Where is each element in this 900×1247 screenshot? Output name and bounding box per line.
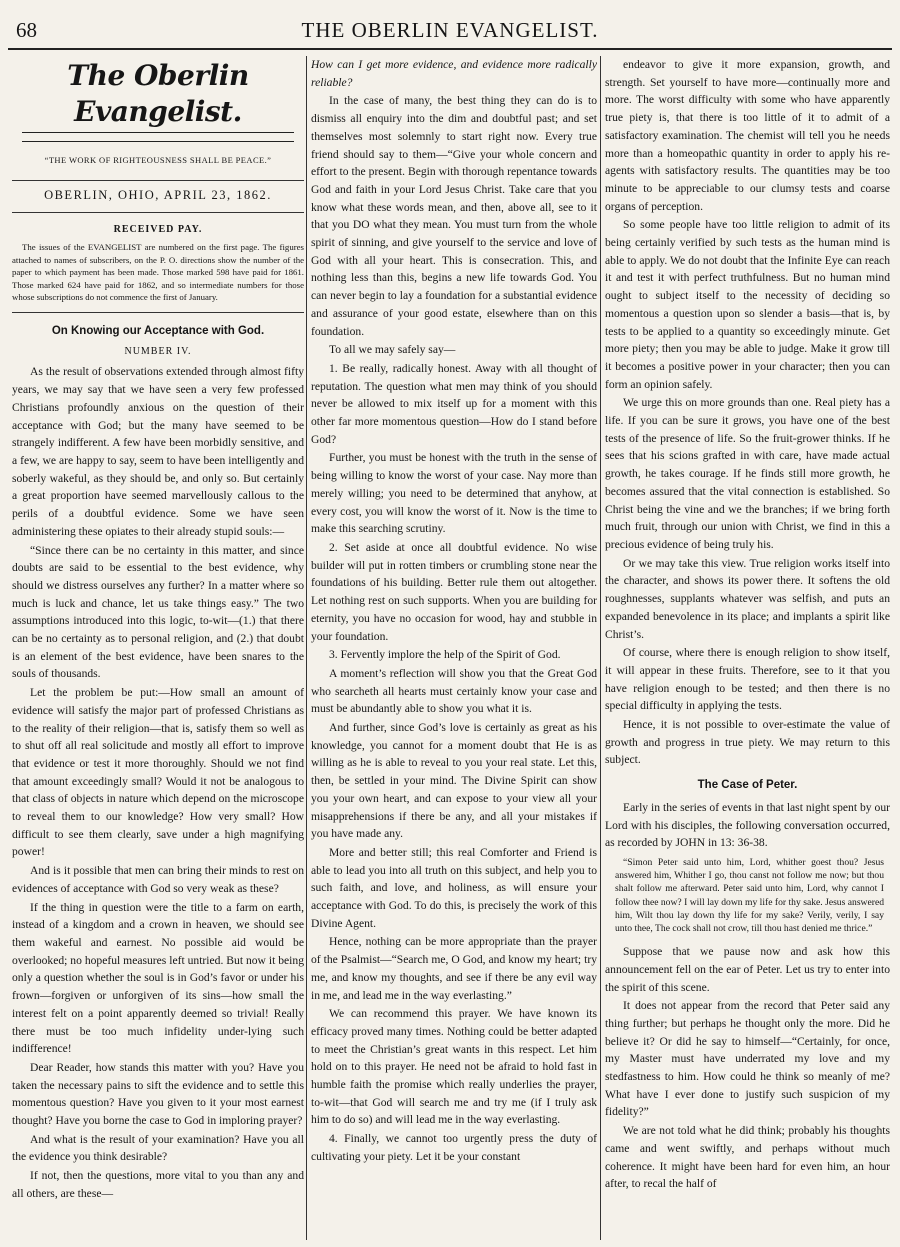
running-title: THE OBERLIN EVANGELIST. bbox=[301, 18, 599, 42]
page-number: 68 bbox=[16, 18, 37, 42]
masthead-title: The Oberlin Evangelist. bbox=[67, 59, 249, 128]
paragraph: 1. Be really, radically honest. Away with all thought of reputation. The question what men may think of you should never be allowed to mix itself up for a moment with this other far more momentous question—How do I stand before God? bbox=[311, 361, 597, 446]
paragraph: If the thing in question were the title to a farm on earth, instead of a kingdom and a crown in heaven, we should see them wakeful and earnest. No possible aid would be overlooked; no hopeful measures left untried. But now it being only a question whether the soul is in God’s favor or under his frown—forgiven or unforgiven of its sins—how small the interest felt on a point apparently deemed so trivial! Really there must be too much infidelity under-lying such indifference! bbox=[12, 900, 304, 1056]
masthead-motto: “THE WORK OF RIGHTEOUSNESS SHALL BE PEACE.” bbox=[44, 155, 272, 165]
paragraph: And further, since God’s love is certainly as great as his knowledge, you cannot for a moment doubt that He is as willing as he is able to reveal to you your real state. Let this, then, be settled in your mind. The Divine Spirit can show you your own heart, and can expose to your view all your misapprehensions if there be any, and all your mistakes if you have made any. bbox=[311, 721, 597, 841]
paragraph: To all we may safely say— bbox=[329, 343, 456, 357]
article-body bbox=[311, 92, 597, 1165]
paragraph: “Since there can be no certainty in this matter, and since doubts are said to be essential to the best evidence, why should we distress ourselves any further? In a matter where so much is luck and chance, let us take things easy.” The two assumptions introduced into this logic, to-wit—(1.) that there can be no certainty as to personal religion, and (2.) that doubt is an element of the best evidence, have been snares to the souls of thousands. bbox=[12, 543, 304, 681]
article-body bbox=[605, 56, 890, 769]
article-subtitle: NUMBER IV. bbox=[124, 345, 192, 357]
paragraph: 2. Set aside at once all doubtful evidence. No wise builder will put in rotten timbers or crumbling stone near the foundations of his building. Better rule them out altogether. Let nothing rest on such supports. When you are building for eternity, you have no occasion for wood, hay and stubble in your foundation. bbox=[311, 540, 597, 643]
column-3 bbox=[605, 56, 890, 1240]
article-title: On Knowing our Acceptance with God. bbox=[51, 325, 265, 338]
column-rule bbox=[306, 56, 307, 1240]
paragraph: Of course, where there is enough religion to show itself, it will appear in these fruits. Therefore, see to it that you have religion enough to be tested; and then there is no special difficulty in applying the tests. bbox=[605, 646, 890, 713]
received-pay-heading: RECEIVED PAY. bbox=[113, 224, 203, 236]
paragraph: It does not appear from the record that Peter said any thing further; but perhaps he thought only the more. Did he believe it? Or did he say to himself—“Certainly, for once, my Master must have underrated my love and my stedfastness to him. How could he think so meanly of me? What have I ever done to justify such suspicion of my fidelity?” bbox=[605, 999, 890, 1119]
paragraph: Suppose that we pause now and ask how this announcement fell on the ear of Peter. Let us try to enter into the spirit of this scene. bbox=[605, 945, 890, 994]
paragraph: Or we may take this view. True religion works itself into the character, and shows its power there. It softens the old roughnesses, supplants whatever was selfish, and puts an expanded benevolence in its place; and implants a spirit like Christ’s. bbox=[605, 556, 890, 641]
page-header bbox=[8, 8, 892, 50]
dateline: OBERLIN, OHIO, APRIL 23, 1862. bbox=[12, 180, 304, 214]
paragraph: Dear Reader, how stands this matter with you? Have you taken the necessary pains to sift the evidence and to settle this momentous question? Have you given to it your most earnest thought? Have you borne the case to God in imploring prayer? bbox=[12, 1060, 304, 1128]
paragraph: More and better still; this real Comforter and Friend is able to lead you into all truth on this subject, and help you to such faith, and love, and holiness, as will ensure your acceptance with God. To do this, is precisely the work of this Divine Agent. bbox=[311, 845, 597, 930]
paragraph: We are not told what he did think; probably his thoughts came and went swiftly, and perhaps without much coherence. It might have been hard for even him, an hour after, to recal the half of bbox=[605, 1124, 890, 1191]
article-question: How can I get more evidence, and evidence more radically reliable? bbox=[311, 58, 597, 89]
paragraph: A moment’s reflection will show you that the Great God who searcheth all hearts must certainly know your case and must be abundantly able to show you what it is. bbox=[311, 666, 597, 716]
paragraph: We urge this on more grounds than one. Real piety has a life. If you can be sure it grows, you have one of the best tests of the presence of life. So the fruit-grower thinks. If he sees that his scions grafted in with care, have made actual growth, he takes courage. If he finds still more growth, he becomes assured that the vital connection is established. So Christ being the vine and we the branches; if we bring forth much fruit, through our union with Christ, we find in this a precious evidence of being truly his. bbox=[605, 396, 890, 551]
paragraph: Hence, nothing can be more appropriate than the prayer of the Psalmist—“Search me, O God, and know my heart; try me, and know my thoughts, and see if there be any evil way in me, and lead me in the way everlasting.” bbox=[311, 935, 597, 1002]
article-body bbox=[12, 363, 304, 1202]
paragraph: So some people have too little religion to admit of its being certainly verified by such tests as the human mind is able to apply. We do not doubt that the Infinite Eye can reach it and test it with perfect truthfulness. But no human mind ought to subject itself to the necessity of deciding so momentous a question upon so slender a basis—that is, by tests to be applied to a quantity so exceedingly minute. Get more piety; then you may be able to judge. Make it grow till it becomes a positive power in your character; then you can form an opinion safely. bbox=[605, 218, 890, 391]
paragraph: 4. Finally, we cannot too urgently press the duty of cultivating your piety. Let it be your constant bbox=[311, 1132, 597, 1163]
article-intro: Early in the series of events in that last night spent by our Lord with his disciples, the following conversation occurred, as recorded by JOHN in 13: 36-38. bbox=[605, 800, 890, 850]
received-pay-notice: The issues of the EVANGELIST are numbered on the first page. The figures attached to names of subscribers, on the P. O. directions show the number of the paper to which payment has been made. Those marked 598 have paid for 1861. Those marked 624 have paid for 1862, and so intermediate numbers for those whose subscriptions do not commence the first of January. bbox=[12, 241, 304, 313]
column-2 bbox=[311, 56, 597, 1240]
column-rule bbox=[600, 56, 601, 1240]
paragraph: And is it possible that men can bring their minds to rest on evidences of acceptance with God so very weak as these? bbox=[12, 864, 304, 895]
article-body bbox=[605, 943, 890, 1193]
paragraph: And what is the result of your examination? Have you all the evidence you think desirable? bbox=[12, 1132, 304, 1164]
ornamental-rule bbox=[22, 132, 294, 142]
paragraph: 3. Fervently implore the help of the Spirit of God. bbox=[329, 648, 561, 662]
paragraph: endeavor to give it more expansion, growth, and strength. Set yourself to have more—continually more and more. The worst difficulty with some who have apparently true piety is, that there is too little of it to admit of a satisfactory examination. The chemist will tell you he needs more than a homeopathic quantity in order to apply his re-agents with satisfactory results. The quantities may be too minute to be appreciable to our clumsy tests and coarse organs of perception. bbox=[605, 58, 890, 213]
article-title: The Case of Peter. bbox=[697, 779, 798, 792]
column-1 bbox=[12, 56, 304, 1240]
paragraph: If not, then the questions, more vital to you than any and all others, are these— bbox=[12, 1169, 304, 1200]
paragraph: We can recommend this prayer. We have known its efficacy proved many times. Nothing could be better adapted to meet the Christian’s great wants in this respect. Let him hold on to this prayer. He need not be afraid to hold fast in humble faith the promise which really underlies the prayer, to-wit—that God will search me and try me (if I truly ask him to do so) and will lead me in the way everlasting. bbox=[311, 1007, 597, 1127]
paragraph: As the result of observations extended through almost fifty years, we may say that we have seen a very few professed Christians profoundly anxious on the question of their acceptance with God; but the many have seemed to be strangely indifferent. A few have been morbidly sensitive, and a few, we are happy to say, seem to have been intelligently and soberly wakeful, as they should be, and only so. But certainly a great proportion have seemed marvellously callous to the perils of a doubtful evidence. Some we have seen administering these opiates to their already stupid souls:— bbox=[12, 365, 304, 538]
scripture-quote: “Simon Peter said unto him, Lord, whither goest thou? Jesus answered him, Whither I go, thou canst not follow me now; but thou shalt follow me afterward. Peter said unto him, Lord, why cannot I follow thee now? I will lay down my life for thy sake. Jesus answered him, Wilt thou lay down thy life for my sake? Verily, verily, I say unto thee, The cock shall not crow, till thou hast denied me thrice.” bbox=[615, 856, 884, 934]
paragraph: In the case of many, the best thing they can do is to dismiss all enquiry into the dim and doubtful past; and set themselves most solemnly to start right now. Every true friend should say to them—“Give your whole concern and effort to the present. Begin with thorough repentance towards God and faith in your Lord Jesus Christ. Take care that you know what these words mean, and then, above all, see to it that you DO what they mean. You must turn from the whole spirit of sinning, and give yourself to the service and love of God with all your heart. This is consecration. This, and nothing less than this, begins a new life towards God. You can never begin to lay a foundation for a substantial evidence and assurance of your good estate, elsewhere than on this foundation. bbox=[311, 94, 597, 338]
paragraph: Further, you must be honest with the truth in the sense of being willing to know the worst of your case. Nay more than merely willing; you need to be determined that anyhow, at every cost, you will know the worst of it. Now is the time to make this searching scrutiny. bbox=[311, 451, 597, 536]
paragraph: Let the problem be put:—How small an amount of evidence will satisfy the major part of professed Christians as to the reality of their religion—that is, satisfy them so well as to shut off all real solicitude and mostly all effort to improve that evidence or test it more thoroughly. Should we not find that amount exceedingly small? Would it not be analogous to that class of objects in nature which depend on the microscope to reveal them to our knowledge? How very small? How difficult to see them clearly, save under a high magnifying power! bbox=[12, 686, 304, 859]
paragraph: Hence, it is not possible to over-estimate the value of growth and progress in true piety. We may return to this subject. bbox=[605, 718, 890, 767]
